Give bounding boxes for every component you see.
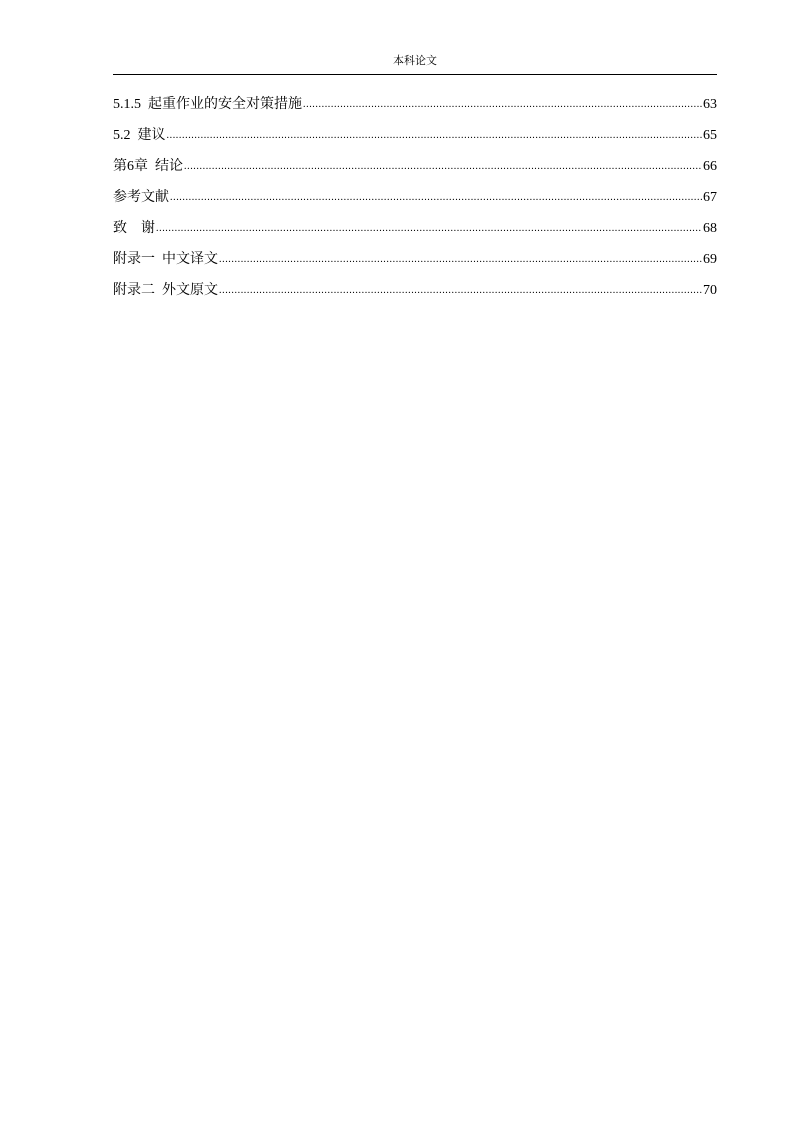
toc-entry-page: 68 bbox=[703, 221, 717, 236]
toc-dot-leader bbox=[170, 185, 702, 210]
toc-entry-page: 69 bbox=[703, 252, 717, 267]
toc-entry-appendix-1[interactable] bbox=[113, 248, 717, 279]
page-header bbox=[113, 52, 717, 75]
header-title: 本科论文 bbox=[393, 55, 437, 67]
toc-entry-page: 67 bbox=[703, 190, 717, 205]
toc-entry-title: 第6章 结论 bbox=[113, 159, 183, 174]
toc-entry-5-1-5[interactable] bbox=[113, 93, 717, 124]
toc-dot-leader bbox=[167, 123, 703, 148]
table-of-contents bbox=[113, 93, 717, 310]
toc-entry-title: 附录二 外文原文 bbox=[113, 283, 218, 298]
toc-entry-page: 66 bbox=[703, 159, 717, 174]
toc-entry-title: 附录一 中文译文 bbox=[113, 252, 218, 267]
toc-entry-acknowledgements[interactable] bbox=[113, 217, 717, 248]
toc-dot-leader bbox=[156, 216, 702, 241]
toc-dot-leader bbox=[219, 278, 702, 303]
toc-dot-leader bbox=[303, 92, 702, 117]
toc-dot-leader bbox=[184, 154, 702, 179]
toc-entry-title: 5.2 建议 bbox=[113, 128, 166, 143]
toc-entry-chapter-6[interactable] bbox=[113, 155, 717, 186]
toc-entry-5-2[interactable] bbox=[113, 124, 717, 155]
toc-entry-title: 参考文献 bbox=[113, 190, 169, 205]
toc-entry-page: 65 bbox=[703, 128, 717, 143]
toc-entry-title: 致 谢 bbox=[113, 221, 155, 236]
toc-entry-title: 5.1.5 起重作业的安全对策措施 bbox=[113, 97, 302, 112]
toc-dot-leader bbox=[219, 247, 702, 272]
toc-entry-references[interactable] bbox=[113, 186, 717, 217]
toc-entry-appendix-2[interactable] bbox=[113, 279, 717, 310]
toc-entry-page: 70 bbox=[703, 283, 717, 298]
toc-entry-page: 63 bbox=[703, 97, 717, 112]
